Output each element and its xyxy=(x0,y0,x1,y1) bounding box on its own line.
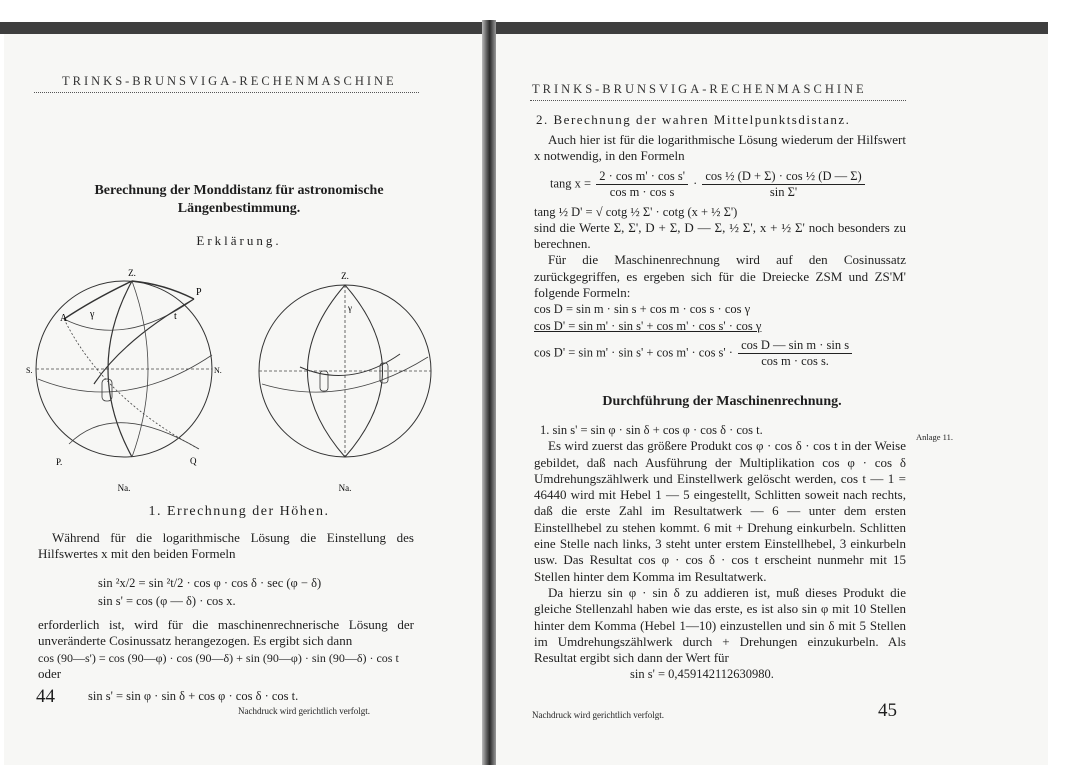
formula-label: tang x = xyxy=(550,175,592,190)
subtitle: Erklärung. xyxy=(196,233,282,248)
formula: tang ½ D' = √ cotg ½ Σ' · cotg (x + ½ Σ') xyxy=(534,204,738,219)
right-text-block-2 xyxy=(534,422,906,683)
numerator: cos ½ (D + Σ) · cos ½ (D — Σ) xyxy=(702,169,864,185)
footer-note: Nachdruck wird gerichtlich verfolgt. xyxy=(238,706,370,716)
left-text-block xyxy=(38,530,414,705)
fraction xyxy=(596,169,688,200)
denominator: cos m · cos s. xyxy=(761,353,829,368)
formula: sin s' = cos (φ — δ) · cos x. xyxy=(98,593,236,608)
celestial-sphere-figure-1 xyxy=(24,259,224,499)
denominator: sin Σ' xyxy=(769,184,798,199)
numbered-formula: 1. sin s' = sin φ · sin δ + cos φ · cos δ · cos t. xyxy=(540,423,763,437)
header-rule xyxy=(34,92,419,93)
header-rule xyxy=(530,100,906,101)
right-page xyxy=(496,34,1048,765)
formula-lhs: cos D' = sin m' · sin s' + cos m' · cos s' · xyxy=(534,345,733,360)
subheading: Durchführung der Maschinenrechnung. xyxy=(602,394,842,409)
fig1-label-s: S. xyxy=(26,366,33,375)
fraction xyxy=(738,338,852,369)
top-scan-band xyxy=(0,22,1048,34)
section-heading: 2. Berechnung der wahren Mittelpunktsdistanz. xyxy=(536,112,851,127)
tang-x-formula: tang x = $\frac{\text{2 · cos m' · cos s'}}{\text{cos m · cos s}}$ · $\frac{\text{cos ½ (D + Σ) · cos ½ (D — Σ)}}{\text{sin Σ'}}$ xyxy=(550,169,906,200)
footer-note: Nachdruck wird gerichtlich verfolgt. xyxy=(532,710,664,720)
formula xyxy=(534,338,906,369)
formula: sin s' = sin φ · sin δ + cos φ · cos δ · cos t. xyxy=(88,689,299,704)
paragraph: Es wird zuerst das größere Produkt cos φ · cos δ · cos t in der Weise gebildet, daß nach Ausführung der Multiplikation cos φ · cos δ Umdrehungszählwerk und Einstellwerk gelöscht werden, cos t — 1 = 46440 wird mit Hebel 1 — 5 eingestellt, Schlitten soweit nach rechts, daß die erste Zahl im Resultatwerk — 6 — unter dem ersten Einstellhebel zu stehen kommt. 6 mit + Drehung einkurbeln. Schlitten eine Stelle nach links, 3 steht unter erstem Einstellhebel, 3 einkurbeln usw. Das Resultat cos φ · cos δ · cos t erscheint nunmehr mit 15 Stellen hinter dem Komma im Resultatwerk. xyxy=(534,438,906,584)
page-number: 45 xyxy=(878,700,897,721)
title-line-2: Längenbestimmung. xyxy=(177,201,301,216)
left-page xyxy=(4,34,482,765)
denominator: cos m · cos s xyxy=(609,184,675,199)
margin-note: Anlage 11. xyxy=(916,432,953,442)
right-text-block-1 xyxy=(534,132,906,369)
formula: cos D = sin m · sin s + cos m · cos s · cos γ xyxy=(534,302,751,317)
running-head: TRINKS-BRUNSVIGA-RECHENMASCHINE xyxy=(532,82,867,96)
result-formula: sin s' = 0,459142112630980. xyxy=(630,667,774,682)
page-number: 44 xyxy=(36,686,55,707)
fig2-label-na: Na. xyxy=(338,483,352,493)
paragraph: Für die Maschinenrechnung wird auf den Cosinussatz zurückgegriffen, es ergeben sich für die Dreiecke ZSM und ZS'M' folgende Formeln: xyxy=(534,252,906,301)
oder-text: oder xyxy=(38,666,62,682)
fig1-label-a: A xyxy=(60,313,68,324)
fig1-label-q: Q xyxy=(190,456,197,466)
fig1-label-z: Z. xyxy=(128,268,136,278)
section-heading: 1. Errechnung der Höhen. xyxy=(148,504,330,519)
fig1-label-gamma: γ xyxy=(90,309,95,320)
formula: cos (90—s') = cos (90—φ) · cos (90—δ) + sin (90—φ) · sin (90—δ) · cos t xyxy=(38,650,399,665)
paragraph: sind die Werte Σ, Σ', D + Σ, D — Σ, ½ Σ', x + ½ Σ' noch besonders zu berechnen. xyxy=(534,219,906,252)
paragraph: Da hierzu sin φ · sin δ zu addieren ist, muß dieses Produkt die gleiche Stellenzahl haben wie das erste, es ist also sin φ mit 10 Stellen hinter dem Komma (Hebel 1—10) einzustellen und sin δ mit 5 Stellen im Umdrehungszählwerk durch + Drehungen einzukurbeln. Als Resultat ergibt sich dann der Wert für xyxy=(534,584,906,666)
celestial-sphere-figure-2 xyxy=(250,259,440,499)
fig1-label-p: P xyxy=(196,287,202,298)
fraction xyxy=(702,169,864,200)
numerator: cos D — sin m · sin s xyxy=(738,338,852,354)
page-title xyxy=(44,182,434,218)
fig1-label-p2: P. xyxy=(56,457,63,467)
fig1-label-n: N. xyxy=(214,366,222,375)
paragraph: Auch hier ist für die logarithmische Lösung wiederum der Hilfswert x notwendig, in den Formeln xyxy=(534,132,906,164)
fig2-label-z: Z. xyxy=(341,271,349,281)
paragraph: Während für die logarithmische Lösung die Einstellung des Hilfswertes x mit den beiden Formeln xyxy=(38,530,414,562)
formula: sin ²x/2 = sin ²t/2 · cos φ · cos δ · sec (φ − δ) xyxy=(98,575,322,590)
title-line-1: Berechnung der Monddistanz für astronomische xyxy=(94,183,384,198)
paragraph: erforderlich ist, wird für die maschinenrechnerische Lösung der unveränderte Cosinussatz herangezogen. Es ergibt sich dann xyxy=(38,617,414,649)
fig2-label-gamma: γ xyxy=(348,303,352,313)
numerator: 2 · cos m' · cos s' xyxy=(596,169,688,185)
formula: cos D' = sin m' · sin s' + cos m' · cos s' · cos γ xyxy=(534,318,762,333)
running-head: TRINKS-BRUNSVIGA-RECHENMASCHINE xyxy=(62,74,397,88)
fig1-label-t: t xyxy=(174,311,177,322)
book-spine xyxy=(482,20,496,765)
fig1-label-na: Na. xyxy=(117,483,131,493)
